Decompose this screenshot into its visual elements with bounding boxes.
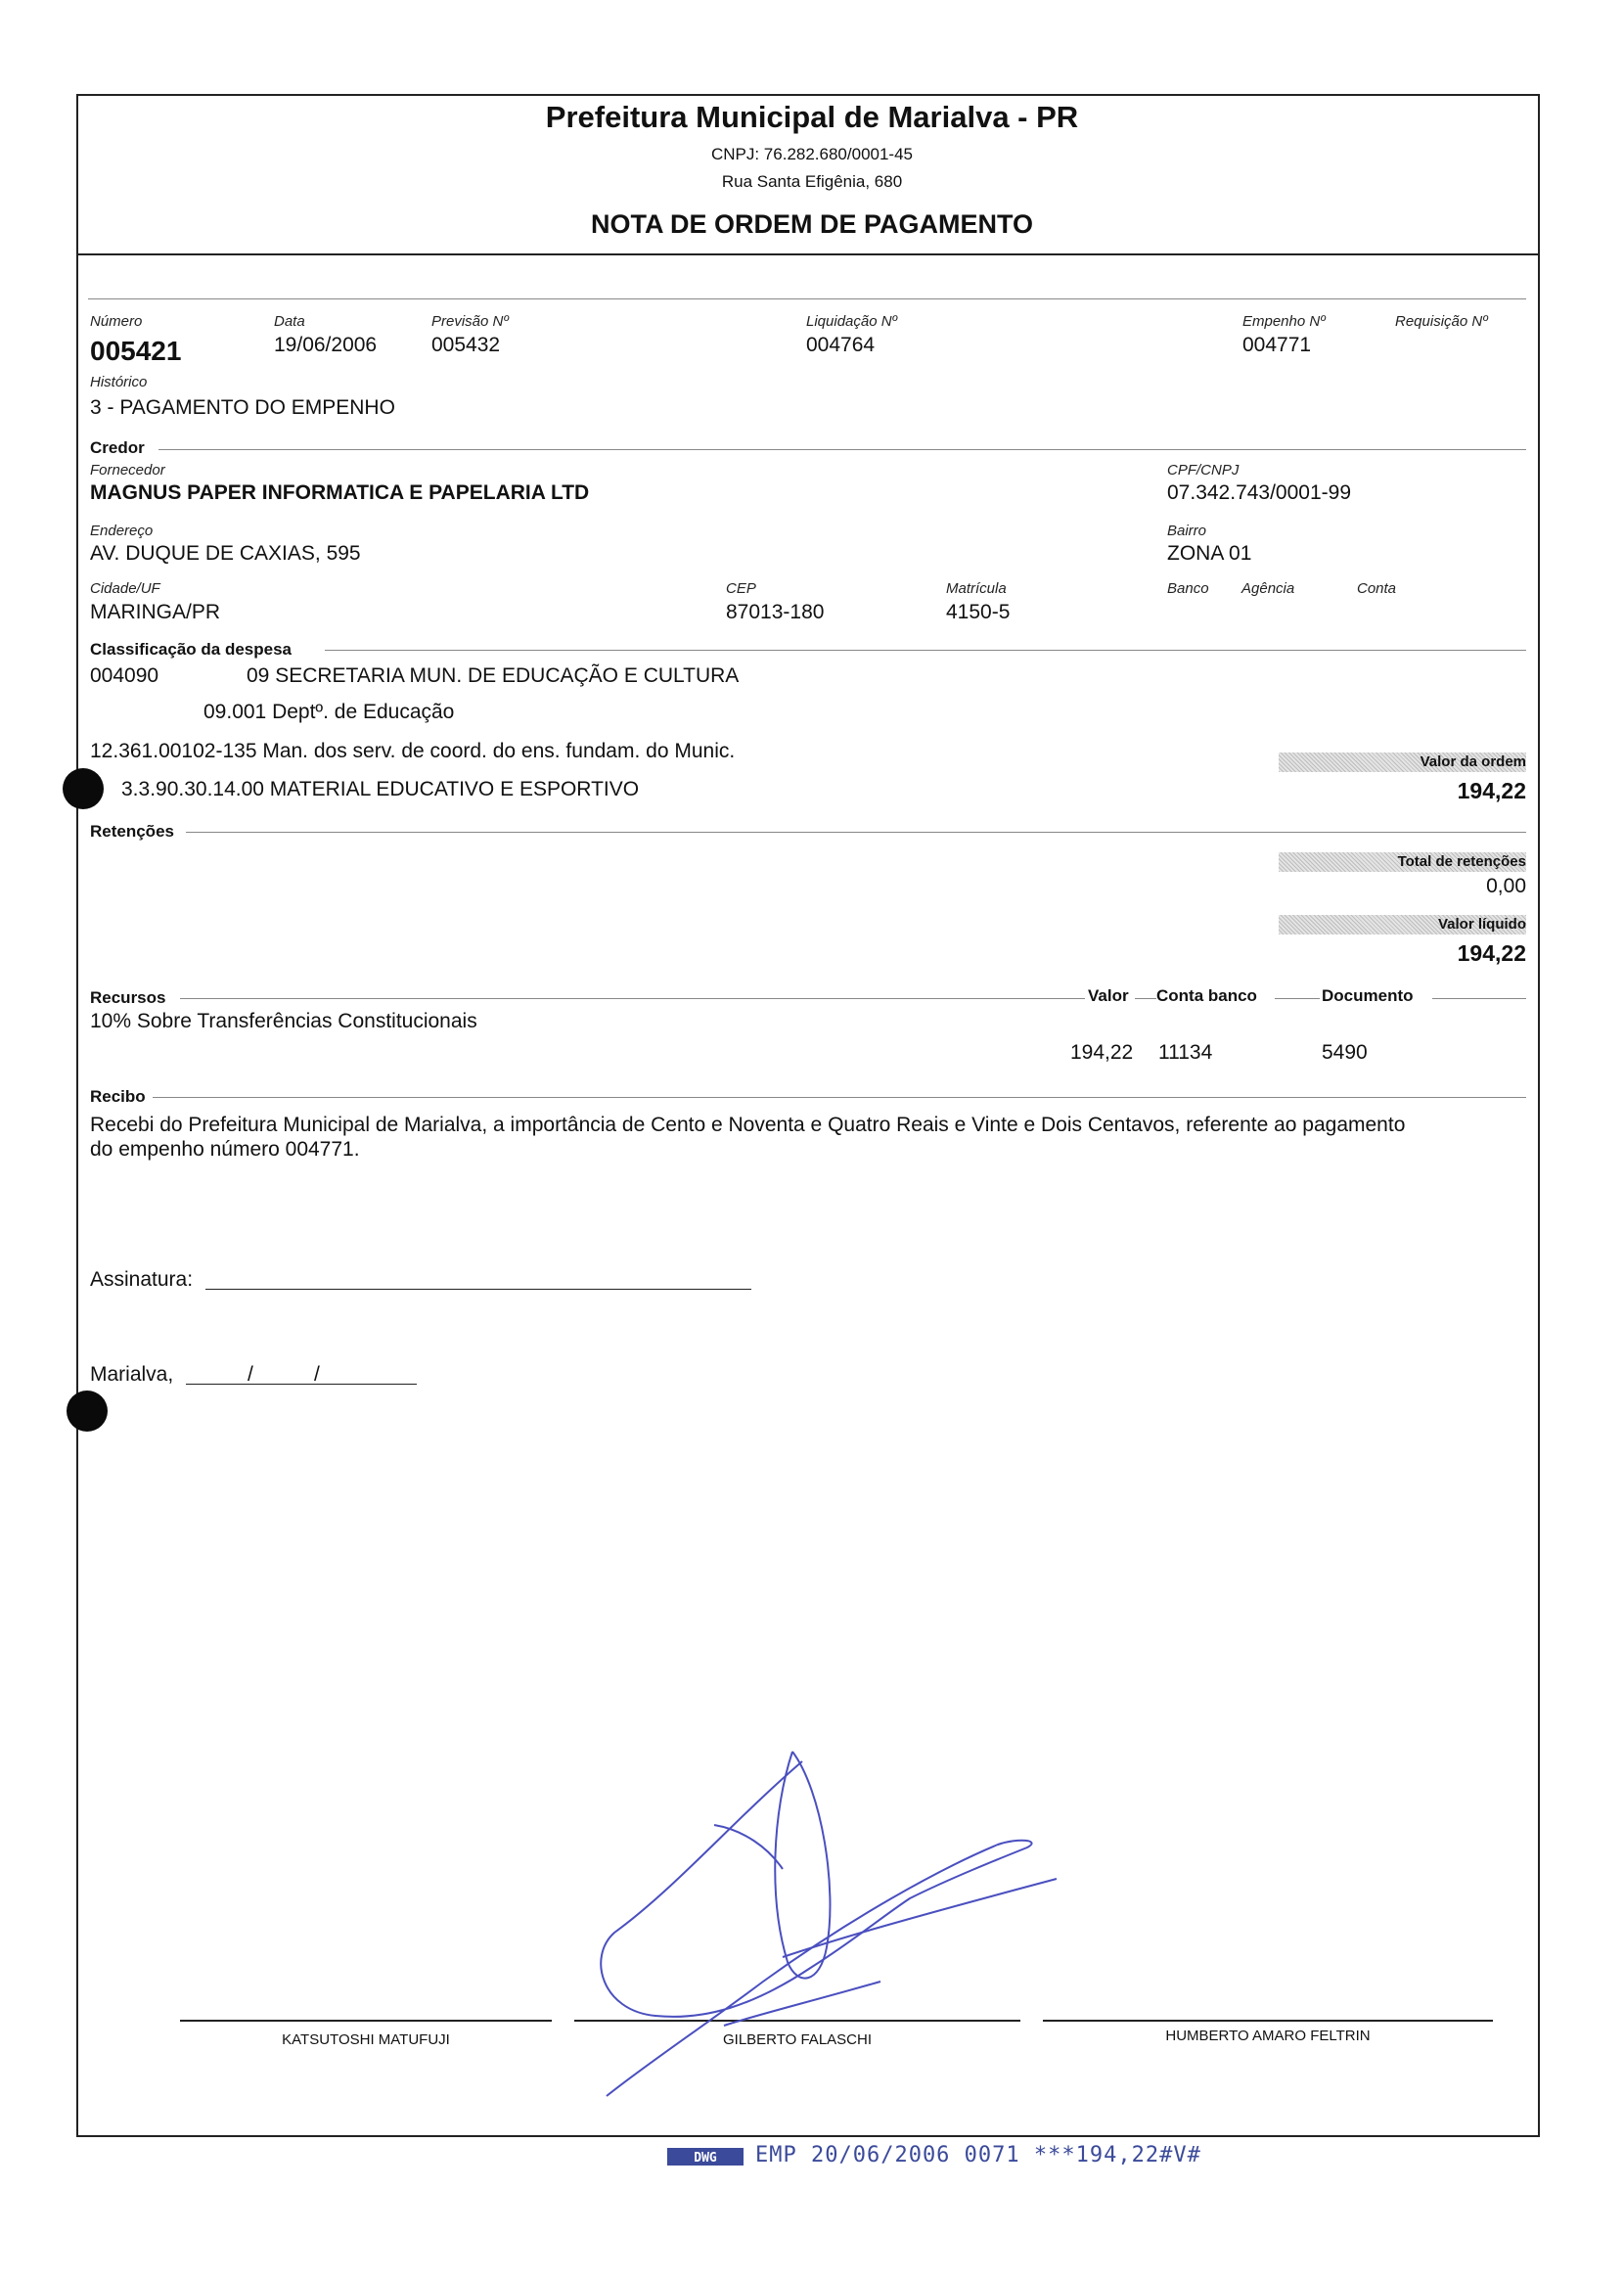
municipality-title: Prefeitura Municipal de Marialva - PR (545, 100, 1079, 134)
empenho-label: Empenho Nº (1242, 313, 1326, 330)
classificacao-elemento: 3.3.90.30.14.00 MATERIAL EDUCATIVO E ESPORTIVO (121, 778, 640, 800)
recursos-documento: 5490 (1322, 1041, 1368, 1064)
conta-label: Conta (1357, 580, 1397, 597)
credor-section-title: Credor (90, 438, 145, 457)
liquidacao-label: Liquidação Nº (806, 313, 898, 330)
assinatura-line[interactable] (205, 1289, 751, 1290)
requisicao-label: Requisição Nº (1395, 313, 1488, 330)
data-value: 19/06/2006 (274, 334, 378, 356)
recibo-divider (153, 1097, 1526, 1098)
classificacao-departamento: 09.001 Deptº. de Educação (203, 701, 455, 723)
cidade-label: Cidade/UF (90, 580, 160, 597)
total-retencoes-value: 0,00 (1486, 875, 1526, 897)
signatory-3: HUMBERTO AMARO FELTRIN (1165, 2028, 1371, 2044)
endereco-label: Endereço (90, 523, 154, 539)
bairro-label: Bairro (1167, 523, 1207, 539)
recursos-descricao: 10% Sobre Transferências Constitucionais (90, 1010, 477, 1032)
date-slash-2: / (314, 1363, 320, 1386)
fornecedor-label: Fornecedor (90, 462, 165, 479)
endereco-value: AV. DUQUE DE CAXIAS, 595 (90, 542, 361, 565)
recursos-section-title: Recursos (90, 988, 166, 1007)
previsao-label: Previsão Nº (431, 313, 509, 330)
recursos-conta-label: Conta banco (1156, 986, 1257, 1005)
punch-hole-bottom (67, 1391, 108, 1432)
data-label: Data (274, 313, 305, 330)
stamp-logo-icon (667, 2145, 744, 2168)
cep-value: 87013-180 (726, 601, 825, 623)
assinatura-label: Assinatura: (90, 1268, 194, 1291)
recursos-divider-1 (180, 998, 1085, 999)
bairro-value: ZONA 01 (1167, 542, 1252, 565)
recursos-documento-label: Documento (1322, 986, 1414, 1005)
historico-label: Histórico (90, 374, 148, 390)
handwritten-signature (587, 1732, 1076, 2143)
header-divider-thin (88, 298, 1526, 299)
total-retencoes-label: Total de retenções (1397, 853, 1526, 870)
retencoes-divider (186, 832, 1526, 833)
matricula-label: Matrícula (946, 580, 1007, 597)
banco-label: Banco (1167, 580, 1209, 597)
valor-liquido-label: Valor líquido (1437, 916, 1526, 933)
stamp-logo-text: DWG (694, 2151, 717, 2166)
numero-label: Número (90, 313, 143, 330)
empenho-value: 004771 (1242, 334, 1312, 356)
classificacao-secretaria: 09 SECRETARIA MUN. DE EDUCAÇÃO E CULTURA (247, 664, 740, 687)
date-line[interactable] (186, 1384, 417, 1385)
municipality-address: Rua Santa Efigênia, 680 (721, 172, 903, 191)
classificacao-section-title: Classificação da despesa (90, 640, 293, 659)
date-slash-1: / (248, 1363, 253, 1386)
liquidacao-value: 004764 (806, 334, 876, 356)
recibo-section-title: Recibo (90, 1087, 146, 1106)
recursos-valor: 194,22 (1070, 1041, 1134, 1064)
recursos-valor-label: Valor (1088, 986, 1129, 1005)
agencia-label: Agência (1241, 580, 1295, 597)
matricula-value: 4150-5 (946, 601, 1011, 623)
fornecedor-value: MAGNUS PAPER INFORMATICA E PAPELARIA LTD (90, 481, 590, 504)
local-data-label: Marialva, (90, 1363, 174, 1386)
cidade-value: MARINGA/PR (90, 601, 221, 623)
valor-ordem-value: 194,22 (1457, 778, 1526, 803)
valor-ordem-label: Valor da ordem (1420, 753, 1526, 770)
signature-line-3 (1043, 2020, 1493, 2022)
classificacao-divider (325, 650, 1526, 651)
valor-liquido-value: 194,22 (1457, 940, 1526, 966)
recursos-divider-2 (1135, 998, 1156, 999)
recursos-divider-4 (1432, 998, 1526, 999)
cpf-value: 07.342.743/0001-99 (1167, 481, 1352, 504)
municipality-cnpj: CNPJ: 76.282.680/0001-45 (710, 145, 914, 163)
cpf-label: CPF/CNPJ (1167, 462, 1240, 479)
header-divider (76, 253, 1540, 255)
credor-divider (158, 449, 1526, 450)
recursos-divider-3 (1275, 998, 1320, 999)
classificacao-code: 004090 (90, 664, 159, 687)
classificacao-programa: 12.361.00102-135 Man. dos serv. de coord. do ens. fundam. do Munic. (90, 740, 736, 762)
retencoes-section-title: Retenções (90, 822, 174, 841)
historico-value: 3 - PAGAMENTO DO EMPENHO (90, 396, 395, 419)
recibo-text-line1: Recebi do Prefeitura Municipal de Marialva, a importância de Cento e Noventa e Quatro Reais e Vinte e Dois Centavos, referente ao pagamento (90, 1114, 1406, 1136)
document-title: NOTA DE ORDEM DE PAGAMENTO (590, 209, 1033, 239)
signature-line-1 (180, 2020, 552, 2022)
signatory-1: KATSUTOSHI MATUFUJI (282, 2031, 450, 2048)
payment-stamp: EMP 20/06/2006 0071 ***194,22#V# (755, 2143, 1201, 2167)
previsao-value: 005432 (431, 334, 501, 356)
numero-value: 005421 (90, 336, 182, 366)
signatory-2: GILBERTO FALASCHI (723, 2031, 872, 2048)
punch-hole-top (63, 768, 104, 809)
recursos-conta: 11134 (1158, 1041, 1213, 1064)
recibo-text-line2: do empenho número 004771. (90, 1138, 360, 1161)
cep-label: CEP (726, 580, 756, 597)
